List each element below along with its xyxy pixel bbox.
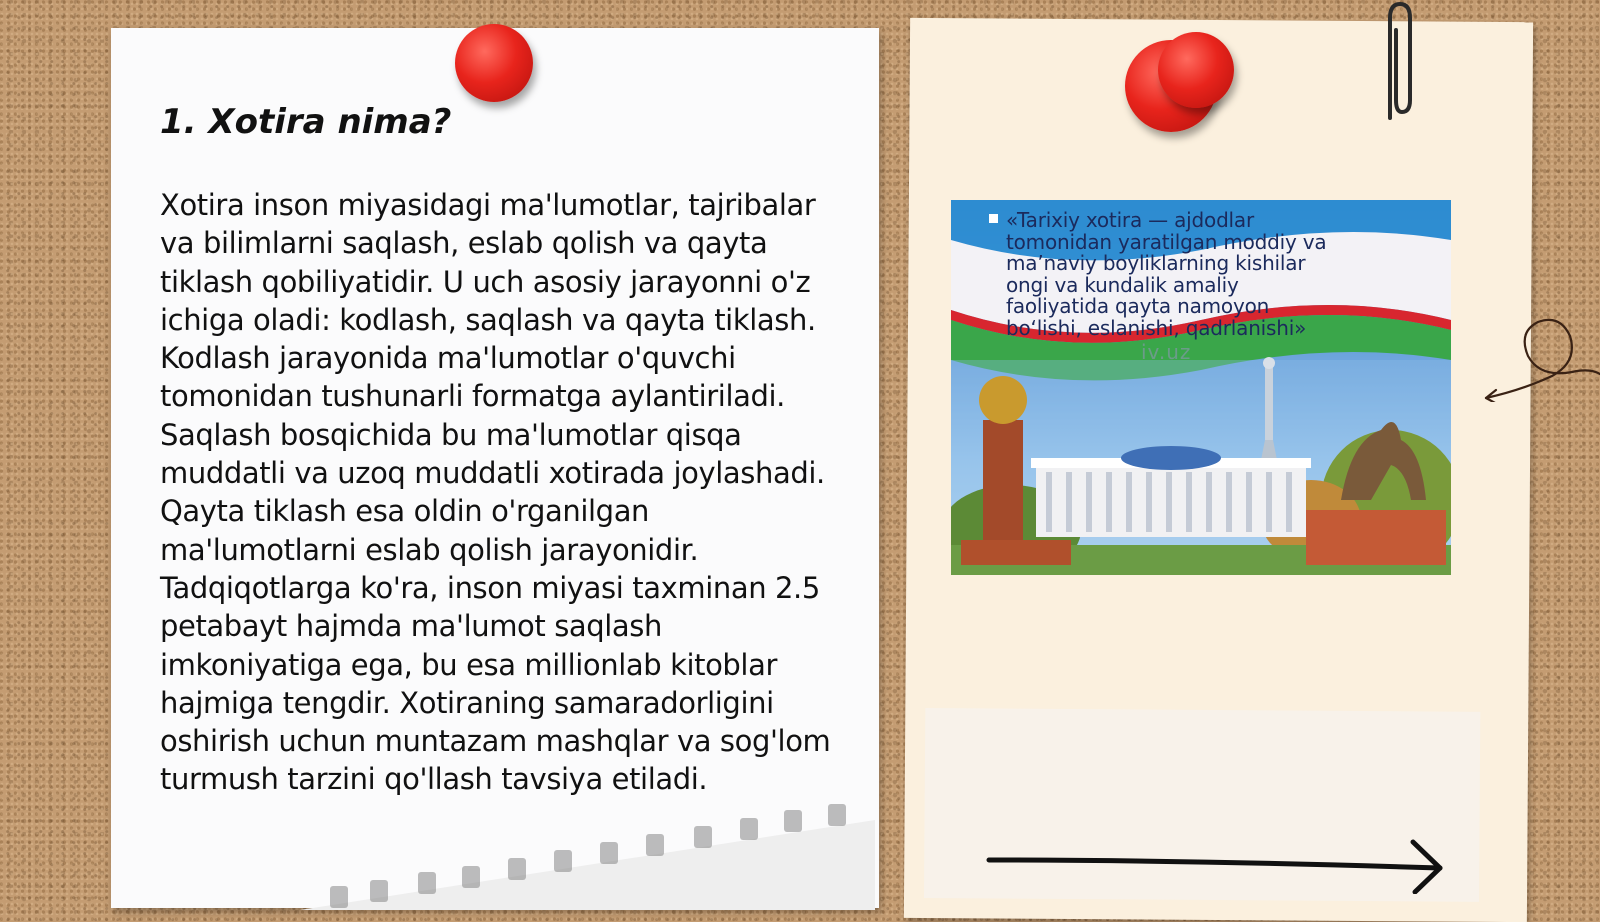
note-body-text: Xotira inson miyasidagi ma'lumotlar, tajribalar va bilimlarni saqlash, eslab qolish va qayta tiklash qobiliyatidir. U uch asosiy jarayonni o'z ichiga oladi: kodlash, saqlash va qayta tiklash. Kodlash jarayonida ma'lumotlar o'quvchi tomonidan tushunarli formatga aylantiriladi. Saqlash bosqichida bu ma'lumotlar qisqa muddatli va uzoq muddatli xotirada joylashadi. Qayta tiklash esa oldin o'rganilgan ma'lumotlarni eslab qolish jarayonidir. Tadqiqotlarga ko'ra, inson miyasi taxminan 2.5 petabayt hajmda ma'lumot saqlash imkoniyatiga ega, bu esa millionlab kitoblar hajmiga tengdir. Xotiraning samaradorligini oshirish uchun muntazam mashqlar va sog'lom turmush tarzini qo'llash tavsiya etiladi. — [160, 188, 831, 797]
arrow-right-icon — [985, 838, 1450, 894]
paper-clip-icon — [1378, 0, 1420, 125]
historical-memory-photo — [951, 200, 1451, 575]
bullet-point-icon — [989, 214, 998, 223]
note-title: 1. Xotira nima? — [160, 102, 452, 142]
photo-quote-text: «Tarixiy xotira — ajdodlar tomonidan yaratilgan moddiy va ma’naviy boyliklarning kishilar ongi va kundalik amaliy faoliyatida qayta namoyon bo‘lishi, eslanishi, qadrlanishi» — [1006, 208, 1327, 340]
loop-doodle-icon — [1482, 312, 1600, 402]
push-pin-icon — [1158, 32, 1234, 108]
torn-paper-strip — [300, 800, 875, 910]
photo-watermark: iv.uz — [1141, 340, 1192, 364]
push-pin-icon — [455, 24, 533, 102]
